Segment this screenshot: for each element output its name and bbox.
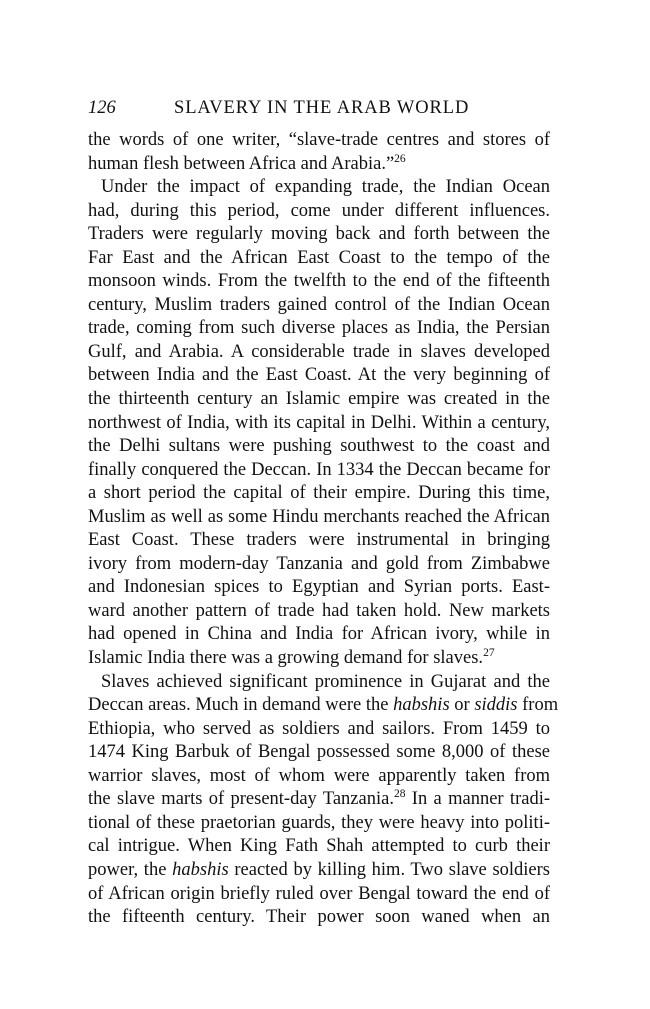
text-line-content: the fifteenth century. Their power soon waned when an [88,907,550,928]
page-number: 126 [88,98,116,118]
text-line [88,364,550,388]
text-line-content: warrior slaves, most of whom were apparently taken from [88,765,550,786]
text-fragment: reacted by killing him. Two slave soldiers [228,859,551,880]
text-fragment: or [449,695,475,716]
text-line [88,247,550,271]
text-line [88,317,550,341]
text-line [88,553,550,577]
text-line-content: had opened in China and India for African ivory, while in [88,624,550,645]
text-line-content: monsoon winds. From the twelfth to the end of the fifteenth [88,271,550,292]
text-line-content: a short period the capital of their empire. During this time, [88,483,550,504]
text-line-content: northwest of India, with its capital in Delhi. Within a century, [88,412,550,433]
text-line-content: trade, coming from such diverse places as India, the Persian [88,318,550,339]
text-line [88,859,550,883]
text-line-content: Slaves achieved significant prominence in Gujarat and the [101,671,550,692]
text-line [88,506,550,530]
italic-term-habshis: habshis [393,695,450,716]
text-line-content: human flesh between Africa and Arabia.” [88,153,395,174]
italic-term-siddis: siddis [474,695,518,716]
text-line-content: the thirteenth century an Islamic empire was created in the [88,389,550,410]
text-line-content: Ethiopia, who served as soldiers and sailors. From 1459 to [88,718,550,739]
text-line [88,129,550,153]
text-line-content: 1474 King Barbuk of Bengal possessed some 8,000 of these [88,742,550,763]
book-page [88,96,559,930]
text-line [88,294,550,318]
text-line-content: had, during this period, come under different influences. [88,200,550,221]
footnote-ref-28: 28 [393,788,406,801]
text-line [88,718,550,742]
text-line-content: the slave marts of present-day Tanzania. [88,789,394,810]
text-line-content: Gulf, and Arabia. A considerable trade in slaves developed [88,341,550,362]
text-line [88,694,559,718]
text-line [88,435,550,459]
text-line [88,341,550,365]
text-line-content: ivory from modern-day Tanzania and gold from Zimbabwe [88,553,550,574]
footnote-ref-27: 27 [483,647,495,660]
text-line-content: finally conquered the Deccan. In 1334 the Deccan became for [88,459,550,480]
text-line [88,600,550,624]
text-line [88,388,550,412]
text-line [88,647,550,671]
text-line-content: Muslim as well as some Hindu merchants reached the African [88,506,550,527]
text-line [88,765,550,789]
text-line [88,482,550,506]
text-line [88,835,550,859]
text-line-content: of African origin briefly ruled over Bengal toward the end of [88,883,550,904]
text-line-content: century, Muslim traders gained control of the Indian Ocean [88,294,550,315]
text-fragment: In a manner tradi- [405,789,550,810]
text-line [88,883,550,907]
text-line [88,270,550,294]
text-line-content: tional of these praetorian guards, they were heavy into politi- [88,812,550,833]
text-line-content: Deccan areas. Much in demand were the [88,695,394,716]
text-line [88,459,550,483]
text-line-content: Islamic India there was a growing demand for slaves. [88,648,484,669]
text-line-content: the Delhi sultans were pushing southwest to the coast and [88,436,550,457]
text-line [88,623,550,647]
italic-term-habshis: habshis [172,859,229,880]
footnote-ref-26: 26 [394,152,406,165]
running-head [88,96,550,120]
text-line-content: and Indonesian spices to Egyptian and Syrian ports. East- [88,577,550,598]
text-line [88,200,550,224]
text-line [88,576,550,600]
text-line-content: Under the impact of expanding trade, the Indian Ocean [101,177,550,198]
running-title: SLAVERY IN THE ARAB WORLD [174,98,470,118]
text-line [88,153,550,177]
text-line [88,412,550,436]
text-line [88,176,550,200]
text-line [88,812,550,836]
text-line-content: the words of one writer, “slave-trade centres and stores of [88,130,550,150]
text-line [88,741,550,765]
text-line-content: ward another pattern of trade had taken hold. New markets [88,600,550,621]
text-line [88,906,550,930]
text-line-content: East Coast. These traders were instrumental in bringing [88,530,550,551]
text-line-content: cal intrigue. When King Fath Shah attempted to curb their [88,836,550,857]
text-line [88,529,550,553]
text-line [88,671,550,695]
body-text [88,129,559,930]
text-line-content: power, the [88,859,173,880]
text-fragment: from [517,695,559,716]
text-line-content: between India and the East Coast. At the very beginning of [88,365,550,386]
text-line [88,223,550,247]
text-line-content: Far East and the African East Coast to the tempo of the [88,247,550,268]
text-line-content: Traders were regularly moving back and forth between the [88,224,550,245]
text-line [88,788,550,812]
